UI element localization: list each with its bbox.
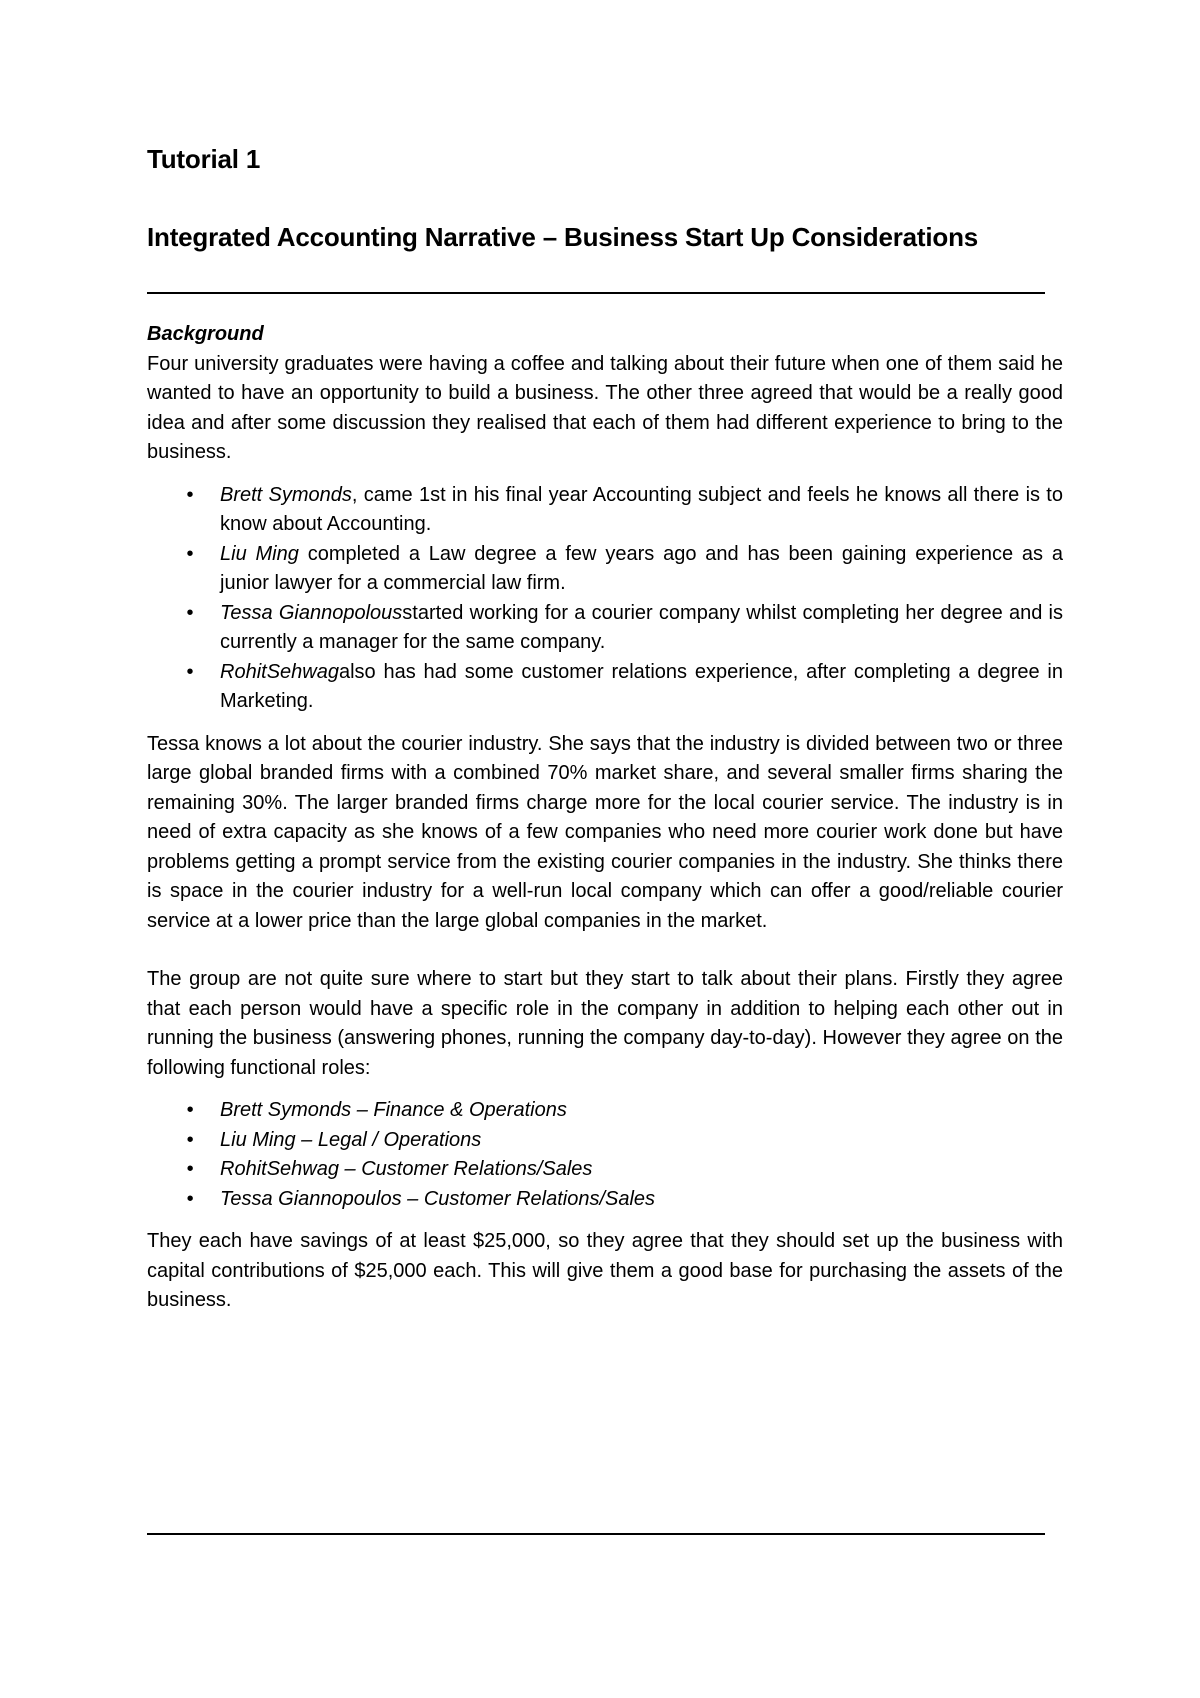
- bullet-icon: •: [186, 542, 194, 565]
- bullet-icon: •: [186, 1158, 194, 1180]
- document-title: Integrated Accounting Narrative – Business Start Up Considerations: [147, 222, 979, 252]
- intro-paragraph: Four university graduates were having a coffee and talking about their future when one of them said he wanted to have an opportunity to build a business. The other three agreed that would be a really good idea and after some discussion they realised that each of them had different experience to bring to the business.: [147, 352, 1063, 463]
- person-description: , came 1st in his final year Accounting subject and feels he knows all there is to know about Accounting.: [220, 483, 1063, 535]
- person-name: Tessa Giannopolous: [220, 601, 403, 624]
- role-text: Tessa Giannopoulos – Customer Relations/Sales: [220, 1187, 656, 1210]
- title-underline: [147, 292, 1045, 294]
- plans-paragraph: The group are not quite sure where to start but they start to talk about their plans. Firstly they agree that each person would have a specific role in the company in addition to helping each other out in running the business (answering phones, running the company day-to-day). However they agree on the following functional roles:: [147, 968, 1063, 1079]
- people-list: [147, 481, 1063, 717]
- section-heading-background: Background: [147, 323, 264, 345]
- industry-paragraph: Tessa knows a lot about the courier industry. She says that the industry is divided between two or three large global branded firms with a combined 70% market share, and several smaller firms sharing the remaining 30%. The larger branded firms charge more for the local courier service. The industry is in need of extra capacity as she knows of a few companies who need more courier work done but have problems getting a prompt service from the existing courier companies in the industry. She thinks there is space in the courier industry for a well-run local company which can offer a good/reliable courier service at a lower price than the large global companies in the market.: [147, 732, 1063, 932]
- person-description: completed a Law degree a few years ago and has been gaining experience as a junior lawyer for a commercial law firm.: [220, 542, 1063, 594]
- person-name: Brett Symonds: [220, 483, 352, 506]
- list-item: [186, 1185, 1063, 1215]
- bullet-icon: •: [186, 483, 194, 506]
- list-item: [186, 1096, 1063, 1126]
- bullet-icon: •: [186, 1128, 194, 1151]
- tutorial-title: Tutorial 1: [147, 144, 261, 174]
- role-text: Brett Symonds – Finance & Operations: [220, 1099, 567, 1121]
- person-name: Liu Ming: [220, 542, 299, 565]
- person-description: also has had some customer relations experience, after completing a degree in Marketing.: [220, 660, 1063, 712]
- list-item: [186, 481, 1063, 540]
- capital-paragraph: They each have savings of at least $25,000, so they agree that they should set up the business with capital contributions of $25,000 each. This will give them a good base for purchasing the assets of the business.: [147, 1230, 1063, 1311]
- person-name: RohitSehwag: [220, 660, 339, 683]
- role-text: Liu Ming – Legal / Operations: [220, 1128, 482, 1151]
- role-text: RohitSehwag – Customer Relations/Sales: [220, 1158, 593, 1180]
- person-description: started working for a courier company whilst completing her degree and is currently a manager for the same company.: [220, 601, 1063, 653]
- list-item: [186, 540, 1063, 599]
- bullet-icon: •: [186, 660, 194, 683]
- list-item: [186, 599, 1063, 658]
- roles-list: [147, 1096, 1063, 1214]
- paragraph-spacer: [147, 936, 1063, 965]
- footer-rule: [147, 1533, 1045, 1535]
- bullet-icon: •: [186, 601, 194, 624]
- document-body: [147, 320, 1063, 1316]
- bullet-icon: •: [186, 1099, 194, 1121]
- list-item: [186, 1155, 1063, 1185]
- list-item: [186, 658, 1063, 717]
- list-item: [186, 1126, 1063, 1156]
- bullet-icon: •: [186, 1187, 194, 1210]
